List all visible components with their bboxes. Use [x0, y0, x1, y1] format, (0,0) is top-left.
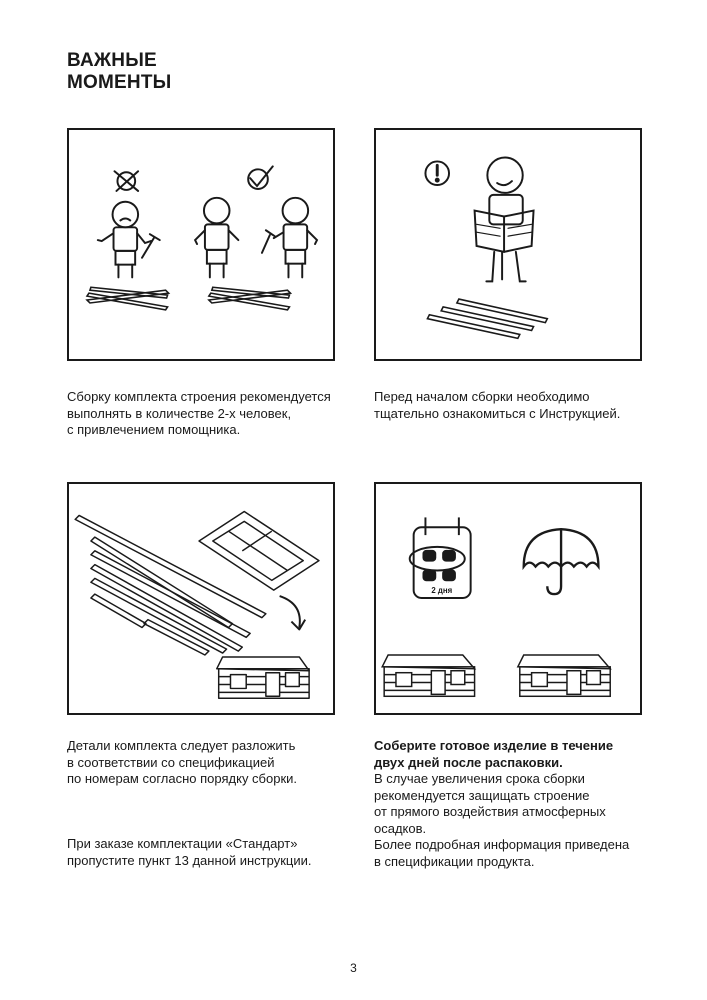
reading-person-drawing — [376, 130, 640, 359]
text-two-people: Сборку комплекта строения рекомендуется выполнять в количестве 2-х человек, с привлечением помощника. — [67, 389, 331, 437]
umbrella-icon — [524, 529, 599, 594]
text-lay-out-parts: Детали комплекта следует разложить в соответствии со спецификацией по номерам согласно порядку сборки. — [67, 738, 298, 786]
person-right-figure — [262, 198, 317, 278]
page-title: ВАЖНЫЕ МОМЕНТЫ — [67, 50, 172, 93]
illustration-two-people — [67, 128, 335, 361]
boards-right — [209, 287, 291, 310]
page-number: 3 — [350, 961, 357, 975]
check-mark-icon — [248, 166, 273, 189]
text-read-instructions: Перед началом сборки необходимо тщательно ознакомиться с Инструкцией. — [374, 389, 621, 421]
reading-person-figure — [475, 158, 534, 282]
cabin-icon — [217, 657, 309, 698]
two-people-drawing — [69, 130, 333, 359]
calendar-label: 2 дня — [431, 586, 453, 596]
parts-layout-drawing — [69, 484, 333, 713]
window-frame — [199, 512, 319, 591]
text-standard-kit-note: При заказе комплектации «Стандарт» пропустите пункт 13 данной инструкции. — [67, 836, 312, 868]
boards-stack — [427, 299, 547, 338]
illustration-lay-out-parts — [67, 482, 335, 715]
cabin-left-icon — [382, 655, 474, 696]
illustration-read-instructions — [374, 128, 642, 361]
arrow-icon — [280, 596, 306, 629]
text-assemble-two-days: Соберите готовое изделие в течение двух дней после распаковки. В случае увеличения срока сборки рекомендуется защищать строение от прямого воздействия атмосферных осадков. Более подробная информация приведена в спецификации продукта. — [374, 738, 630, 869]
calendar-umbrella-drawing — [376, 484, 640, 713]
cross-mark-icon — [115, 171, 139, 191]
cabin-right-icon — [518, 655, 610, 696]
illustration-assemble-in-two-days — [374, 482, 642, 715]
person-left-figure — [195, 198, 238, 278]
single-person-figure — [98, 202, 160, 278]
boards-left — [87, 287, 169, 310]
exclamation-icon — [425, 161, 449, 185]
